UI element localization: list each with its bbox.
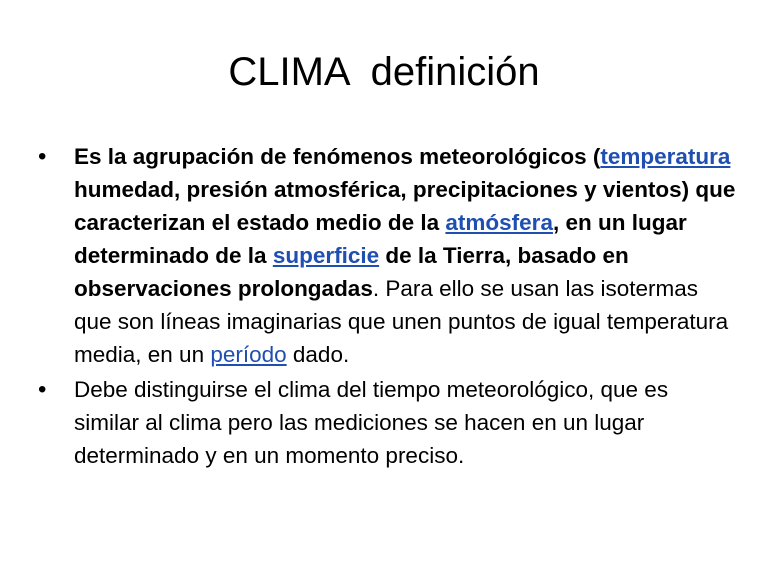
link-periodo[interactable]: período bbox=[210, 342, 287, 367]
definition-text: humedad, presión atmosférica, precipitaciones y vientos) que caracterizan el estado medio de la bbox=[74, 177, 736, 235]
definition-text: de la Tierra, basado en observaciones prolongadas bbox=[74, 243, 629, 301]
distinction-text: Debe distinguirse el clima del tiempo meteorológico, que es similar al clima pero las mediciones se hacen en un lugar determinado y en un momento preciso. bbox=[74, 377, 669, 468]
isotermas-text: dado. bbox=[286, 342, 350, 367]
isotermas-text: . Para ello se usan las isotermas que son líneas imaginarias que unen puntos de igual temperatura media, en un bbox=[74, 276, 729, 367]
bullet-item-definition bbox=[38, 140, 738, 371]
bullet-list bbox=[38, 140, 738, 474]
definition-text: Es la agrupación de fenómenos meteorológicos ( bbox=[74, 144, 601, 169]
link-temperatura[interactable]: temperatura bbox=[600, 144, 731, 169]
bullet-marker: • bbox=[38, 376, 47, 403]
link-superficie[interactable]: superficie bbox=[272, 243, 380, 268]
bullet-marker: • bbox=[38, 143, 47, 170]
definition-text: , en un lugar determinado de la bbox=[74, 210, 687, 268]
link-atmosfera[interactable]: atmósfera bbox=[445, 210, 553, 235]
bullet-item-distinction bbox=[38, 373, 738, 472]
slide-title: CLIMA definición bbox=[228, 50, 540, 94]
